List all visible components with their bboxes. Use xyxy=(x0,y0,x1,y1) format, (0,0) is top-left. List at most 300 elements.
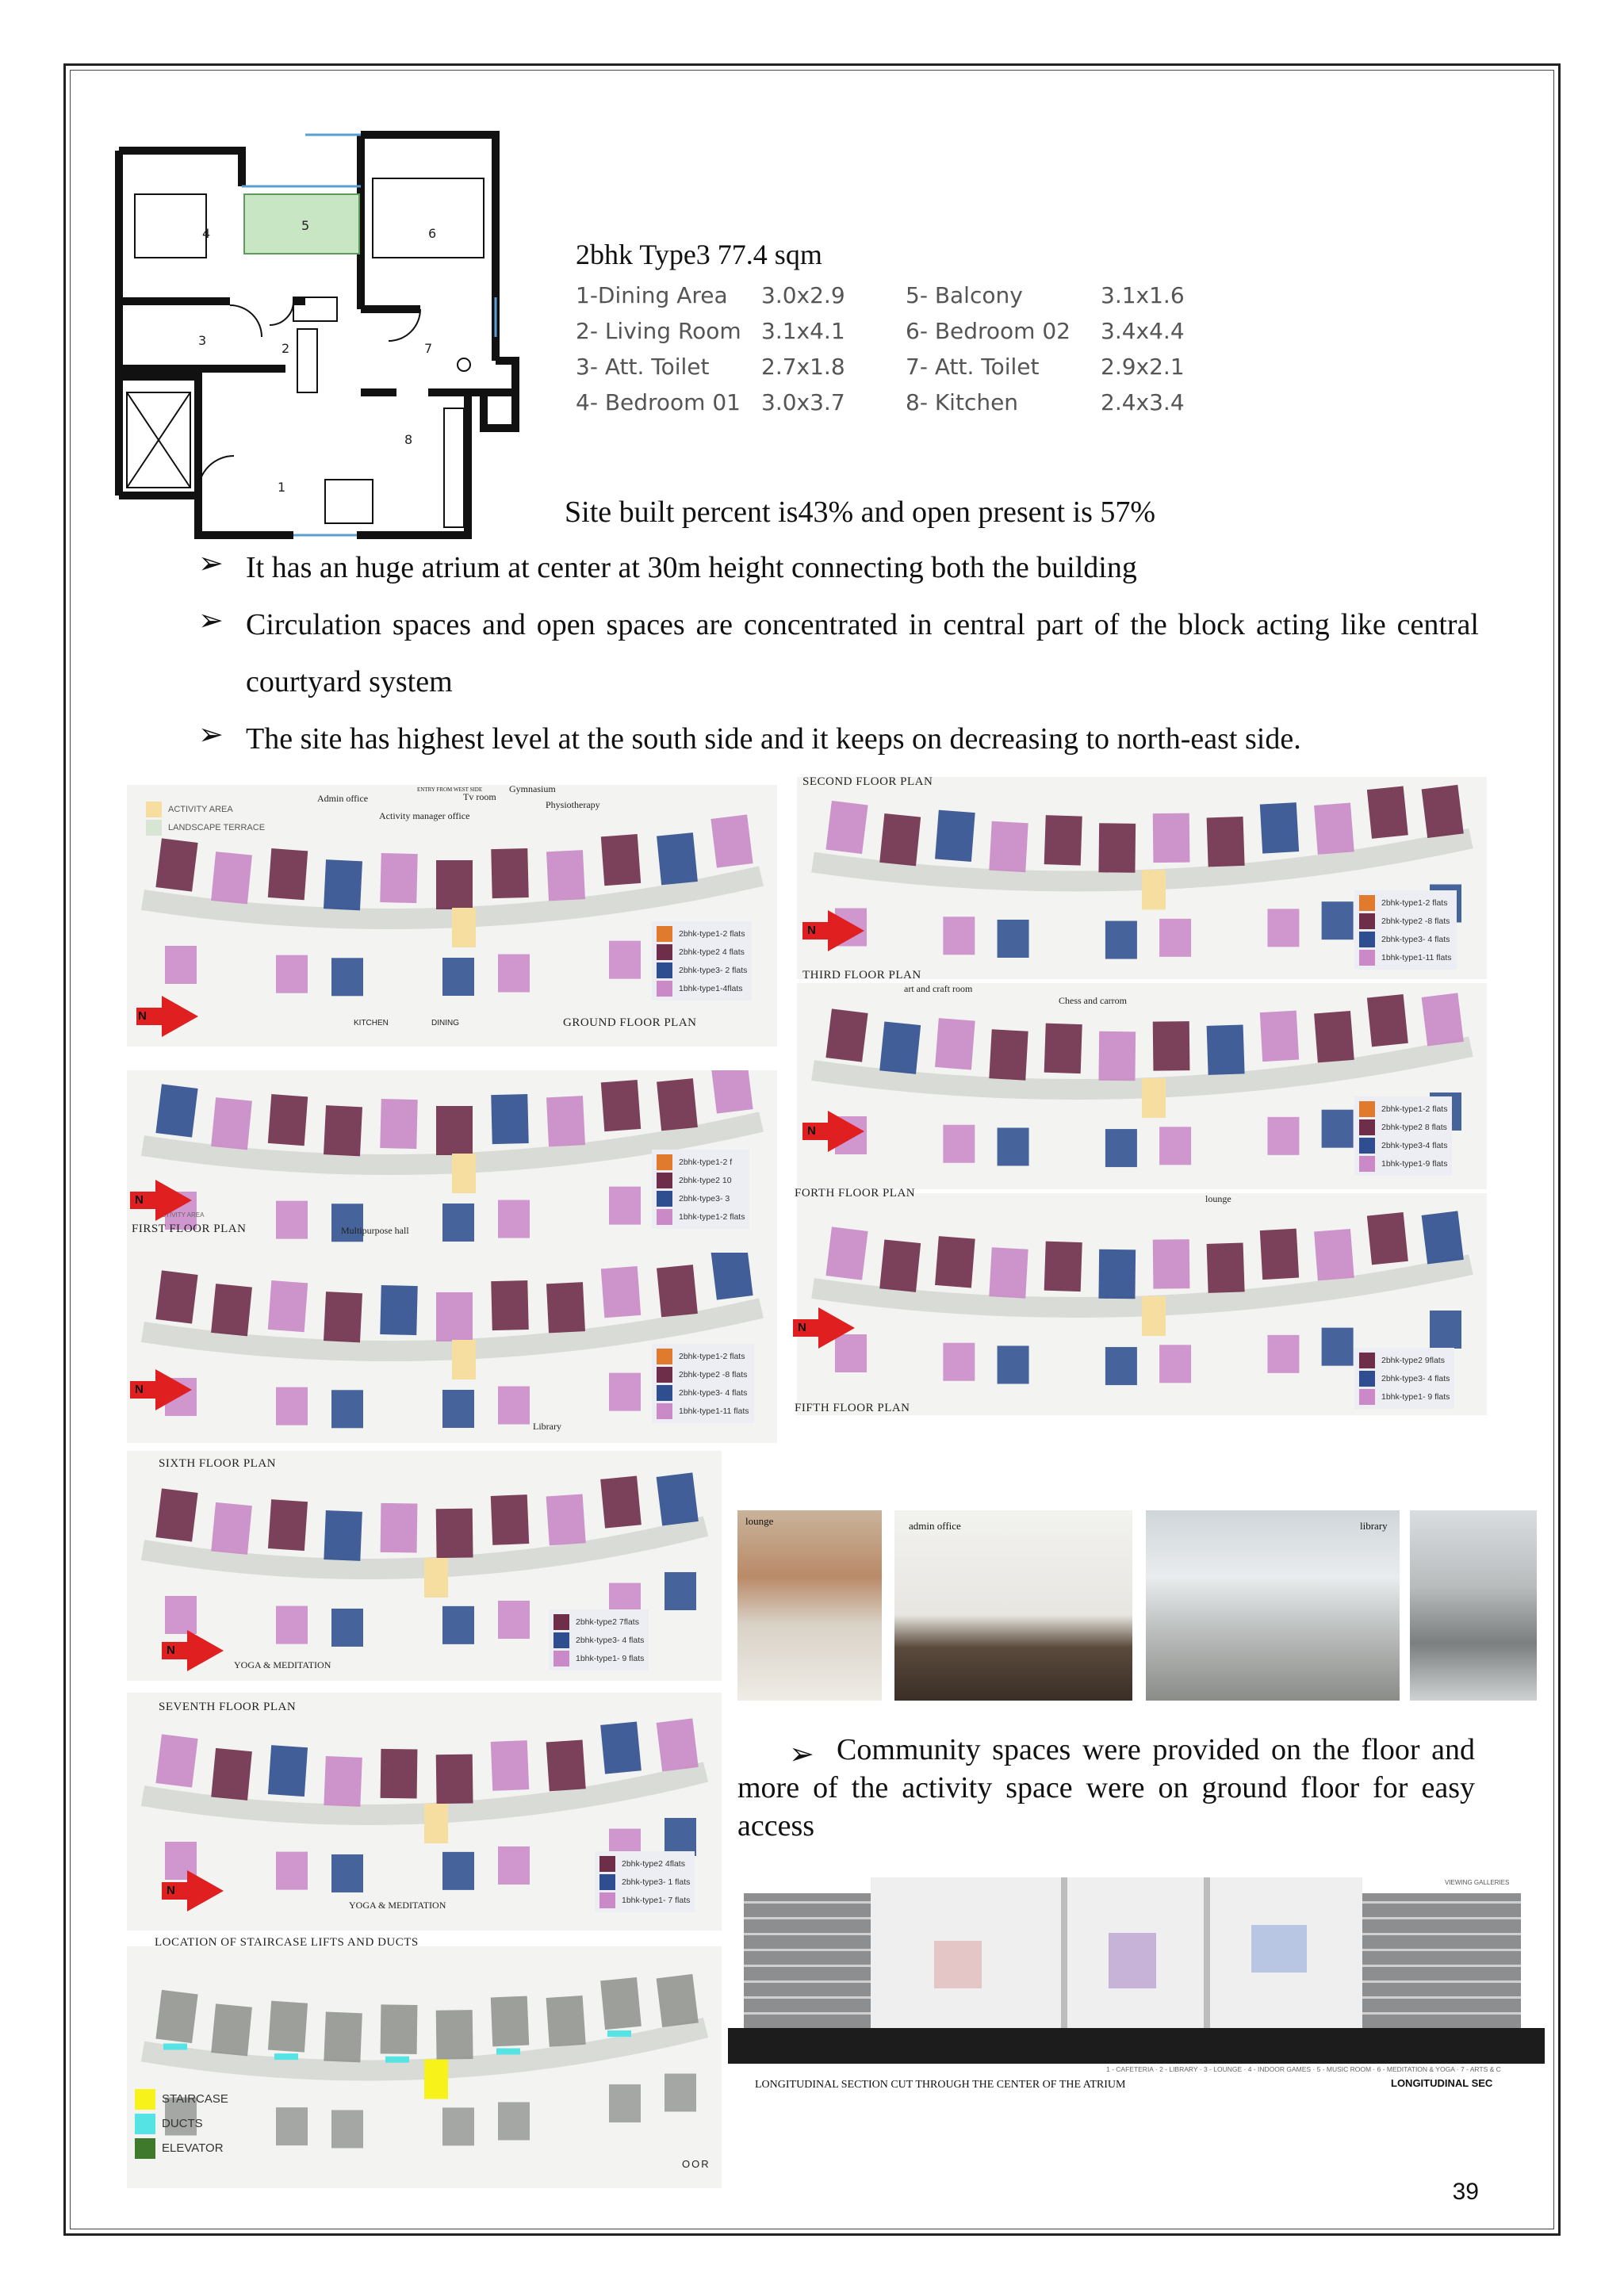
flat-block xyxy=(825,1226,868,1280)
activity-area-mark xyxy=(452,1154,476,1193)
flat-block xyxy=(601,1266,641,1318)
seventh-floor-title: SEVENTH FLOOR PLAN xyxy=(159,1701,297,1713)
second-floor-title: SECOND FLOOR PLAN xyxy=(802,775,933,788)
flat-block xyxy=(1098,1249,1136,1299)
flat-block xyxy=(1322,901,1354,939)
room-number-4: 4 xyxy=(202,226,211,241)
legend-item: 1bhk-type1- 7 flats xyxy=(622,1895,691,1905)
photo-label: lounge xyxy=(745,1515,774,1527)
legend-item: 2bhk-type2 -8 flats xyxy=(679,1369,748,1380)
flat-block xyxy=(1260,1229,1299,1280)
legend-item: 1bhk-type1-11 flats xyxy=(679,1406,749,1416)
label-chess-carrom: Chess and carrom xyxy=(1059,995,1127,1006)
flat-block xyxy=(331,958,363,996)
label-yoga-seventh: YOGA & MEDITATION xyxy=(349,1900,446,1911)
flat-block xyxy=(657,1078,698,1131)
label-gymnasium: Gymnasium xyxy=(509,783,556,794)
flat-block xyxy=(324,1510,362,1561)
flat-block xyxy=(1105,1129,1137,1167)
staircase-plan-title: LOCATION OF STAIRCASE LIFTS AND DUCTS xyxy=(155,1936,419,1949)
label-activity-area-first: ACTIVITY AREA xyxy=(157,1211,205,1219)
swatch-type3 xyxy=(1359,1371,1375,1387)
flat-block xyxy=(211,1502,252,1555)
flat-block xyxy=(436,1106,473,1155)
page-number: 39 xyxy=(1452,2179,1479,2205)
flat-block xyxy=(1422,1211,1464,1264)
legend-item: 2bhk-type1-2 flats xyxy=(679,928,745,939)
flat-block xyxy=(211,2003,252,2056)
flat-block xyxy=(155,838,197,891)
staircase-legend xyxy=(135,2087,228,2160)
legend-item: 1bhk-type1-4flats xyxy=(679,983,743,993)
flat-block xyxy=(1322,1328,1354,1366)
label-tv-room: Tv room xyxy=(463,791,496,802)
ground-floor-legend xyxy=(652,921,752,1001)
flat-block xyxy=(211,1097,252,1150)
flat-block xyxy=(1044,1024,1082,1073)
swatch-type3 xyxy=(1359,1138,1375,1154)
room-size-5: 3.1x1.6 xyxy=(1101,282,1185,308)
swatch-type3 xyxy=(657,1385,672,1401)
flat-block xyxy=(1044,815,1082,865)
duct-mark xyxy=(607,2030,631,2037)
swatch-type1 xyxy=(657,1403,672,1419)
section-basement xyxy=(728,2028,1545,2064)
flat-block xyxy=(381,2004,418,2054)
flat-block xyxy=(436,860,473,909)
label-multipurpose-hall: Multipurpose hall xyxy=(341,1225,409,1236)
flat-block xyxy=(998,1345,1029,1383)
flat-block xyxy=(1207,1242,1245,1292)
ground-floor-title: GROUND FLOOR PLAN xyxy=(563,1016,697,1029)
section-floor-line xyxy=(1362,1933,1521,1935)
flat-block xyxy=(1159,1345,1191,1383)
flat-block xyxy=(1260,1011,1299,1062)
swatch-type1-2 xyxy=(657,1154,672,1170)
section-left-block xyxy=(744,1893,871,2028)
activity-area-mark xyxy=(1142,1296,1166,1336)
legend-item: 2bhk-type2 9flats xyxy=(1381,1355,1445,1365)
flat-block xyxy=(657,1472,699,1525)
flat-block xyxy=(943,916,975,955)
bullet-glyph: ➢ xyxy=(789,1738,814,1771)
flat-block xyxy=(498,1846,530,1885)
flat-block xyxy=(436,1755,473,1804)
flat-block xyxy=(442,1852,474,1890)
flat-block xyxy=(1098,823,1136,873)
swatch-type3 xyxy=(599,1874,615,1890)
flat-block xyxy=(825,1008,868,1062)
flat-block xyxy=(825,801,868,854)
flat-block xyxy=(1260,802,1299,853)
flat-block xyxy=(324,1756,362,1807)
section-floor-line xyxy=(1362,1949,1521,1951)
label-kitchen: KITCHEN xyxy=(354,1019,389,1027)
section-right-block xyxy=(1362,1893,1521,2028)
flat-block xyxy=(989,1029,1028,1080)
label-yoga-sixth: YOGA & MEDITATION xyxy=(234,1659,331,1670)
flat-block xyxy=(1430,1311,1461,1349)
flat-block xyxy=(1422,785,1464,838)
activity-area-mark xyxy=(1142,1078,1166,1118)
bullet-glyph: ➢ xyxy=(198,718,224,752)
flat-block xyxy=(491,1094,529,1144)
flat-block xyxy=(1314,802,1354,854)
swatch-type1 xyxy=(657,981,672,997)
flat-block xyxy=(546,850,585,901)
label-entry: ENTRY FROM WEST SIDE xyxy=(417,786,483,793)
flat-block xyxy=(276,1387,308,1425)
sixth-floor-title: SIXTH FLOOR PLAN xyxy=(159,1457,277,1470)
flat-block xyxy=(657,1718,699,1771)
flat-block xyxy=(442,2107,474,2145)
section-floor-line xyxy=(744,1996,871,1999)
legend-item: 2bhk-type3- 2 flats xyxy=(679,965,748,975)
legend-item: 2bhk-type2 4 flats xyxy=(679,947,745,957)
activity-area-mark xyxy=(424,2060,448,2099)
room-number-2: 2 xyxy=(282,341,290,356)
flat-block xyxy=(442,1606,474,1644)
flat-block xyxy=(546,1096,585,1146)
flat-block xyxy=(1314,1011,1354,1062)
flat-block xyxy=(268,1280,308,1332)
label-lounge-plan: lounge xyxy=(1205,1193,1231,1204)
longitudinal-section xyxy=(728,1862,1545,2076)
flat-block xyxy=(609,1373,641,1411)
label-library-plan: Library xyxy=(533,1421,561,1432)
flat-block xyxy=(1105,921,1137,959)
flat-block xyxy=(1098,1031,1136,1081)
swatch-type1 xyxy=(599,1892,615,1908)
flat-block xyxy=(998,1127,1029,1165)
flat-block xyxy=(1207,817,1245,867)
flat-block xyxy=(436,2010,473,2060)
flat-block xyxy=(1159,919,1191,957)
flat-block xyxy=(380,1099,418,1149)
swatch-type1 xyxy=(657,1209,672,1225)
legend-item: 2bhk-type1-2 flats xyxy=(1381,1104,1448,1114)
photo-admin-office xyxy=(894,1510,1132,1701)
flat-block xyxy=(1044,1242,1082,1292)
flat-block xyxy=(657,832,698,885)
flat-block xyxy=(879,1240,921,1292)
flat-block xyxy=(1367,786,1408,839)
swatch-type2 xyxy=(657,944,672,960)
flat-block xyxy=(491,848,529,898)
flat-block xyxy=(276,955,308,993)
flat-block xyxy=(600,1977,642,2030)
swatch-staircase xyxy=(135,2089,155,2110)
flat-block xyxy=(665,1572,696,1610)
bullet-glyph: ➢ xyxy=(198,604,224,637)
swatch-type2 xyxy=(553,1614,569,1630)
fifth-floor-legend xyxy=(1354,1348,1454,1409)
legend-item: 1bhk-type1-11 flats xyxy=(1381,952,1452,962)
flat-block xyxy=(442,1203,474,1242)
flat-block xyxy=(943,1343,975,1381)
flat-block xyxy=(491,1494,529,1545)
flat-block xyxy=(155,1734,197,1787)
bullet-glyph: ➢ xyxy=(198,547,224,580)
flat-block xyxy=(1267,1117,1299,1155)
flat-block xyxy=(331,1609,363,1647)
swatch-type2 xyxy=(1359,1119,1375,1135)
room-entry-7: 7- Att. Toilet xyxy=(906,354,1040,380)
legend-item: 2bhk-type1-2 flats xyxy=(679,1351,745,1361)
flat-block xyxy=(442,958,474,996)
flat-block xyxy=(546,1739,586,1791)
flat-block xyxy=(601,834,641,886)
bullet-text-3: The site has highest level at the south side and it keeps on decreasing to north-east side. xyxy=(246,722,1301,756)
section-floor-line xyxy=(744,1965,871,1967)
section-floor-line xyxy=(744,1901,871,1904)
first-floor-legend xyxy=(652,1150,749,1229)
fifth-floor-title: FIFTH FLOOR PLAN xyxy=(795,1402,910,1414)
site-percent-text: Site built percent is43% and open present is 57% xyxy=(565,496,1156,529)
seventh-floor-legend xyxy=(595,1851,695,1912)
flat-block xyxy=(442,1390,474,1428)
flat-block xyxy=(665,2074,696,2112)
section-floor-line xyxy=(1362,1965,1521,1967)
swatch-type3 xyxy=(1359,932,1375,947)
duct-mark xyxy=(274,2053,298,2060)
swatch-type1-2 xyxy=(657,926,672,942)
legend-item: 2bhk-type3- 4 flats xyxy=(1381,934,1450,944)
flat-block xyxy=(276,1201,308,1239)
flat-block xyxy=(546,1282,585,1333)
photo-label: admin office xyxy=(909,1520,961,1532)
swatch-type1-2 xyxy=(657,1349,672,1364)
flat-block xyxy=(710,1253,753,1300)
flat-block xyxy=(1153,1239,1190,1289)
legend-activity-area: ACTIVITY AREA xyxy=(168,804,233,814)
flat-block xyxy=(165,946,197,984)
swatch-type1-2 xyxy=(1359,1101,1375,1117)
section-gallery xyxy=(934,1941,982,1988)
flat-block xyxy=(211,851,252,904)
legend-item: 2bhk-type2 10 xyxy=(679,1175,732,1185)
community-text: Community spaces were provided on the floor and more of the activity space were on ground floor for easy access xyxy=(737,1733,1475,1843)
flat-block xyxy=(665,1818,696,1856)
flat-block xyxy=(998,920,1029,958)
flat-block xyxy=(989,821,1028,872)
swatch-type1 xyxy=(1359,950,1375,966)
legend-elevator: ELEVATOR xyxy=(162,2141,224,2155)
swatch-type2 xyxy=(657,1173,672,1188)
flat-block xyxy=(436,1292,473,1341)
room-number-6: 6 xyxy=(428,226,437,241)
unit-floor-plan xyxy=(111,131,555,543)
flat-block xyxy=(1422,993,1464,1046)
flat-block xyxy=(381,1749,418,1799)
flat-block xyxy=(1322,1110,1354,1148)
section-floor-line xyxy=(744,1933,871,1935)
room-size-1: 3.0x2.9 xyxy=(761,282,845,308)
section-floor-line xyxy=(744,1917,871,1919)
flat-block xyxy=(268,1094,308,1146)
photo-label: library xyxy=(1360,1520,1388,1532)
legend-item: 2bhk-type3- 4 flats xyxy=(679,1387,748,1398)
flat-block xyxy=(1367,994,1408,1047)
legend-item: 2bhk-type3- 4 flats xyxy=(576,1635,645,1645)
flat-block xyxy=(1314,1229,1354,1280)
room-entry-5: 5- Balcony xyxy=(906,282,1023,308)
activity-area-swatch xyxy=(146,802,162,817)
flat-block xyxy=(879,1022,921,1074)
bullet-text-1: It has an huge atrium at center at 30m height connecting both the building xyxy=(246,551,1137,584)
swatch-type1-2 xyxy=(1359,895,1375,911)
flat-block xyxy=(609,941,641,979)
section-caption: LONGITUDINAL SECTION CUT THROUGH THE CENTER OF THE ATRIUM xyxy=(755,2079,1126,2091)
legend-item: 2bhk-type2 -8 flats xyxy=(1381,916,1450,926)
flat-block xyxy=(380,853,418,903)
legend-item: 2bhk-type2 7flats xyxy=(576,1617,639,1627)
unit-title: 2bhk Type3 77.4 sqm xyxy=(576,239,822,270)
swatch-type1 xyxy=(553,1651,569,1667)
section-column xyxy=(1061,1877,1067,2028)
flat-block xyxy=(657,1974,699,2027)
flat-block xyxy=(324,2012,362,2063)
flat-block xyxy=(155,1488,197,1541)
flat-block xyxy=(276,2107,308,2145)
legend-item: 2bhk-type2 8 flats xyxy=(1381,1122,1447,1132)
swatch-type2 xyxy=(657,1367,672,1383)
flat-block xyxy=(491,1280,529,1330)
flat-block xyxy=(1153,1021,1190,1071)
flat-block xyxy=(710,1070,753,1114)
swatch-elevator xyxy=(135,2138,155,2159)
flat-block xyxy=(491,1740,529,1791)
sixth-floor-legend xyxy=(549,1609,649,1670)
flat-block xyxy=(1153,813,1190,863)
flat-block xyxy=(324,1105,362,1156)
flat-block xyxy=(211,1284,252,1336)
flat-block xyxy=(989,1247,1028,1298)
flat-block xyxy=(165,1596,197,1634)
legend-item: 2bhk-type3- 3 xyxy=(679,1193,730,1203)
flat-block xyxy=(1267,1335,1299,1373)
flat-block xyxy=(436,1509,473,1559)
legend-item: 2bhk-type1-2 f xyxy=(679,1157,733,1167)
room-entry-4: 4- Bedroom 01 xyxy=(576,389,741,415)
section-floor-line xyxy=(744,1980,871,1983)
room-size-7: 2.9x2.1 xyxy=(1101,354,1185,380)
flat-block xyxy=(155,1990,197,2043)
room-entry-6: 6- Bedroom 02 xyxy=(906,318,1071,344)
legend-item: 2bhk-type3- 1 flats xyxy=(622,1877,691,1887)
flat-block xyxy=(879,813,921,866)
flat-block xyxy=(935,1236,975,1288)
flat-block xyxy=(324,1292,362,1342)
flat-block xyxy=(491,1996,529,2047)
activity-area-mark xyxy=(424,1804,448,1843)
flat-block xyxy=(268,848,308,900)
flat-block xyxy=(498,2102,530,2140)
flat-block xyxy=(546,1996,586,2047)
fourth-floor-legend xyxy=(652,1344,754,1423)
flat-block xyxy=(600,1722,642,1774)
flat-block xyxy=(1267,909,1299,947)
duct-mark xyxy=(385,2057,409,2063)
flat-block xyxy=(211,1748,252,1800)
room-number-1: 1 xyxy=(278,480,286,495)
duct-mark xyxy=(163,2044,187,2050)
flat-block xyxy=(155,1084,197,1137)
flat-block xyxy=(155,1270,197,1323)
flat-block xyxy=(331,2110,363,2148)
section-column xyxy=(1204,1877,1210,2028)
label-admin-office: Admin office xyxy=(317,793,369,804)
swatch-type2 xyxy=(599,1856,615,1872)
activity-area-mark xyxy=(1142,871,1166,910)
legend-item: 1bhk-type1-9 flats xyxy=(1381,1158,1448,1169)
second-floor-legend xyxy=(1354,890,1457,970)
room-size-8: 2.4x3.4 xyxy=(1101,389,1185,415)
swatch-type3 xyxy=(657,962,672,978)
legend-item: 2bhk-type1-2 flats xyxy=(1381,897,1448,908)
section-floor-line xyxy=(744,1949,871,1951)
legend-ducts: DUCTS xyxy=(162,2117,203,2130)
flat-block xyxy=(710,814,753,867)
flat-block xyxy=(657,1265,698,1317)
section-gallery xyxy=(1109,1933,1156,1988)
forth-floor-title: FORTH FLOOR PLAN xyxy=(795,1187,916,1200)
swatch-type1 xyxy=(1359,1156,1375,1172)
flat-block xyxy=(546,1494,586,1545)
room-entry-3: 3- Att. Toilet xyxy=(576,354,710,380)
flat-block xyxy=(1207,1024,1245,1074)
flat-block xyxy=(268,1499,308,1551)
section-floor-line xyxy=(1362,2012,1521,2015)
flat-block xyxy=(935,1018,975,1070)
activity-area-mark xyxy=(424,1558,448,1598)
flat-block xyxy=(498,1200,530,1238)
label-art-craft-room: art and craft room xyxy=(904,983,973,994)
room-entry-1: 1-Dining Area xyxy=(576,282,728,308)
flat-block xyxy=(609,1187,641,1225)
activity-area-mark xyxy=(452,1340,476,1380)
section-key: 1 - CAFETERIA · 2 - LIBRARY · 3 - LOUNGE · 4 - INDOOR GAMES · 5 - MUSIC ROOM · 6 - MEDITATION & YOGA · 7 - ARTS & C xyxy=(1106,2065,1501,2073)
flat-block xyxy=(268,1745,308,1797)
legend-item: 2bhk-type3- 4 flats xyxy=(1381,1373,1450,1383)
flat-block xyxy=(381,1503,418,1553)
section-tag: VIEWING GALLERIES xyxy=(1445,1879,1510,1886)
section-gallery xyxy=(1251,1925,1307,1973)
photo-lounge xyxy=(737,1510,882,1701)
landscape-terrace-swatch xyxy=(146,820,162,836)
legend-item: 1bhk-type1- 9 flats xyxy=(576,1653,645,1663)
legend-item: 2bhk-type3-4 flats xyxy=(1381,1140,1448,1150)
photo-library xyxy=(1146,1510,1400,1701)
swatch-type1 xyxy=(1359,1389,1375,1405)
swatch-type2 xyxy=(1359,913,1375,929)
flat-block xyxy=(276,1606,308,1644)
third-floor-legend xyxy=(1354,1096,1452,1176)
third-floor-title: THIRD FLOOR PLAN xyxy=(802,969,921,982)
section-floor-line xyxy=(744,2012,871,2015)
photo-atrium xyxy=(1410,1510,1537,1701)
flat-block xyxy=(935,810,975,862)
legend-landscape-terrace: LANDSCAPE TERRACE xyxy=(168,822,266,832)
duct-mark xyxy=(496,2048,520,2054)
staircase-corner-text: OOR xyxy=(682,2158,710,2170)
flat-block xyxy=(268,2001,308,2053)
flat-block xyxy=(331,1390,363,1428)
room-number-3: 3 xyxy=(198,333,207,348)
activity-area-mark xyxy=(452,908,476,947)
section-caption-right: LONGITUDINAL SEC xyxy=(1391,2077,1493,2089)
room-size-2: 3.1x4.1 xyxy=(761,318,845,344)
